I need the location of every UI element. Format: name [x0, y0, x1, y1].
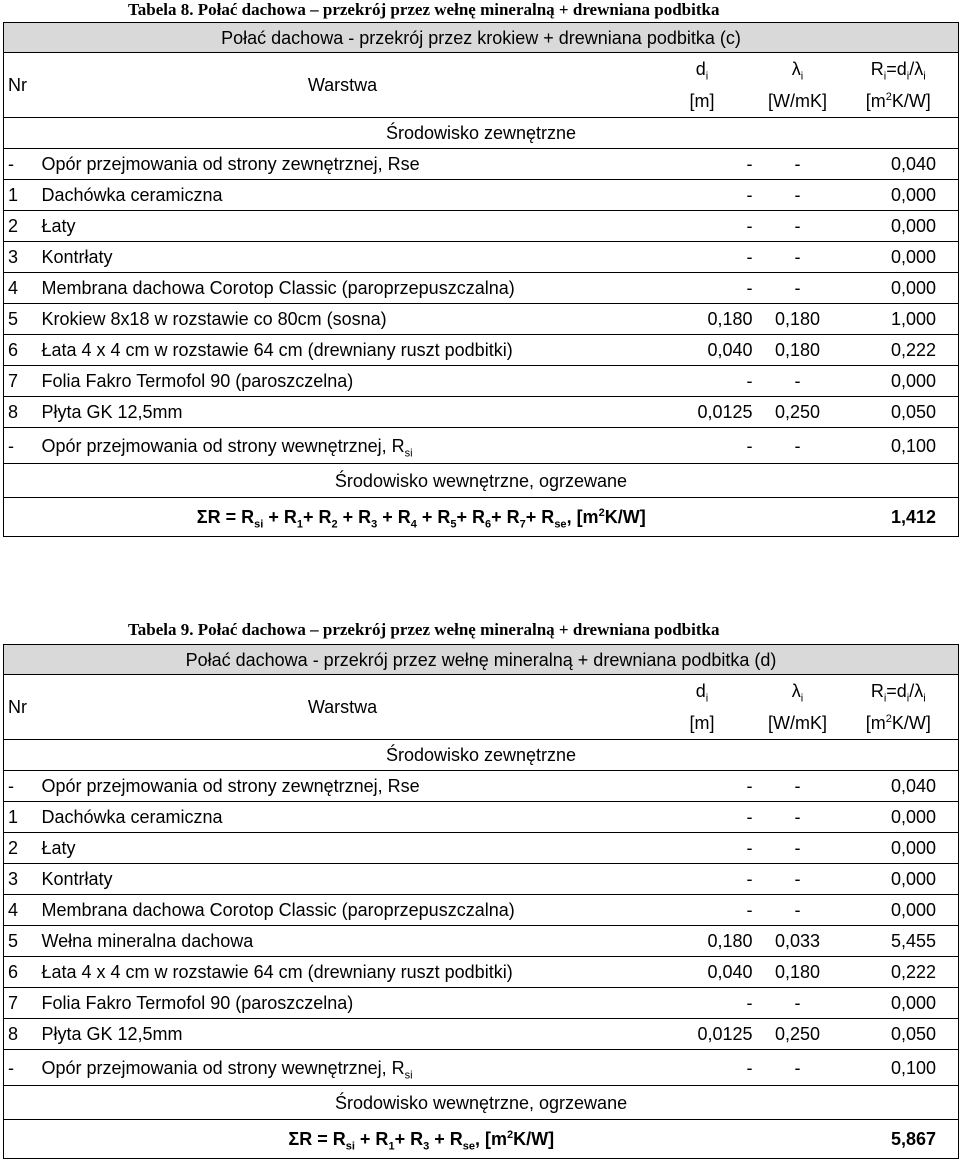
table-row	[4, 397, 959, 428]
row-r: 0,000	[839, 211, 959, 242]
layer-table	[3, 644, 959, 1159]
sum-formula-part: 6	[485, 518, 492, 531]
row-layer-text: Łaty	[41, 838, 76, 858]
row-r: 0,040	[839, 149, 959, 180]
unit-r	[839, 707, 959, 740]
row-layer-text: Opór przejmowania od strony zewnętrznej, Rse	[41, 776, 420, 796]
sum-formula-part: + R	[302, 507, 332, 527]
row-layer-text: Krokiew 8x18 w rozstawie co 80cm (sosna)	[41, 309, 387, 329]
row-d: -	[648, 428, 757, 464]
sum-formula-part: si	[345, 1140, 355, 1153]
header-r-part: i	[906, 70, 910, 83]
row-r: 0,100	[839, 1050, 959, 1086]
row-r: 0,050	[839, 397, 959, 428]
row-layer-text: Kontrłaty	[41, 869, 113, 889]
header-nr: Nr	[4, 53, 38, 118]
row-r: 0,000	[839, 242, 959, 273]
row-layer-text: Kontrłaty	[41, 247, 113, 267]
table-row	[4, 895, 959, 926]
header-r-part: i	[883, 692, 887, 705]
row-lambda: -	[757, 864, 839, 895]
header-d-sub: i	[705, 70, 709, 83]
table-row	[4, 211, 959, 242]
header-d-symbol: d	[695, 59, 706, 79]
env-inside: Środowisko wewnętrzne, ogrzewane	[4, 464, 959, 498]
row-d: 0,040	[648, 335, 757, 366]
row-layer-text: Opór przejmowania od strony zewnętrznej, Rse	[41, 154, 420, 174]
row-layer-text: Płyta GK 12,5mm	[41, 1024, 183, 1044]
table-row	[4, 771, 959, 802]
table-row	[4, 1050, 959, 1086]
unit-d: [m]	[648, 85, 757, 118]
unit-r	[839, 85, 959, 118]
row-lambda: 0,180	[757, 957, 839, 988]
row-lambda: -	[757, 273, 839, 304]
row-nr: 3	[4, 242, 38, 273]
row-lambda: 0,250	[757, 397, 839, 428]
sum-formula-part: , [m	[566, 507, 599, 527]
sum-formula-part: si	[254, 518, 264, 531]
row-layer	[38, 397, 648, 428]
section-title-row	[4, 23, 959, 53]
table-row	[4, 428, 959, 464]
row-r: 0,000	[839, 864, 959, 895]
header-r-part: R	[870, 681, 884, 701]
header-nr: Nr	[4, 675, 38, 740]
header-d	[648, 675, 757, 708]
row-nr: 7	[4, 366, 38, 397]
row-lambda: -	[757, 833, 839, 864]
row-lambda: 0,180	[757, 335, 839, 366]
header-r-part: /λ	[909, 59, 924, 79]
row-r: 1,000	[839, 304, 959, 335]
row-d: 0,0125	[648, 397, 757, 428]
row-r: 0,000	[839, 833, 959, 864]
row-lambda: -	[757, 242, 839, 273]
sum-formula-part: 7	[519, 518, 526, 531]
row-nr: 4	[4, 895, 38, 926]
row-r: 0,222	[839, 335, 959, 366]
row-layer	[38, 242, 648, 273]
table-row	[4, 304, 959, 335]
sum-formula	[4, 498, 839, 537]
row-layer	[38, 895, 648, 926]
table-row	[4, 1019, 959, 1050]
table-row	[4, 335, 959, 366]
header-r-part: i	[923, 70, 926, 83]
row-d: 0,180	[648, 304, 757, 335]
row-nr: -	[4, 1050, 38, 1086]
sum-formula-part: se	[554, 518, 567, 531]
row-layer	[38, 864, 648, 895]
unit-r-sup: 2	[885, 91, 892, 103]
row-r: 0,000	[839, 802, 959, 833]
table-caption: Tabela 8. Połać dachowa – przekrój przez wełnę mineralną + drewniana podbitka	[128, 0, 720, 19]
sum-formula-part: 2	[331, 518, 338, 531]
table-row	[4, 802, 959, 833]
sum-formula-part: + R	[456, 507, 486, 527]
sum-formula-part: + R	[263, 507, 297, 527]
row-d: -	[648, 149, 757, 180]
row-nr: 6	[4, 957, 38, 988]
row-lambda: -	[757, 180, 839, 211]
env-inside: Środowisko wewnętrzne, ogrzewane	[4, 1086, 959, 1120]
header-row	[4, 53, 959, 86]
row-d: -	[648, 1050, 757, 1086]
header-lambda	[757, 675, 839, 708]
row-layer	[38, 802, 648, 833]
row-layer-text: Folia Fakro Termofol 90 (paroszczelna)	[41, 371, 354, 391]
row-layer	[38, 335, 648, 366]
row-r: 0,100	[839, 428, 959, 464]
row-r: 0,000	[839, 273, 959, 304]
row-lambda: 0,033	[757, 926, 839, 957]
header-lambda-symbol: λ	[791, 681, 801, 701]
sum-formula-part: 5	[450, 518, 457, 531]
row-layer	[38, 304, 648, 335]
header-d	[648, 53, 757, 86]
header-layer: Warstwa	[38, 53, 648, 118]
row-lambda: -	[757, 149, 839, 180]
sum-formula-part: ΣR = R	[196, 507, 255, 527]
section-title-row	[4, 645, 959, 675]
row-r: 0,040	[839, 771, 959, 802]
row-lambda: -	[757, 802, 839, 833]
header-lambda-sub: i	[800, 70, 804, 83]
row-r: 0,000	[839, 895, 959, 926]
row-lambda: -	[757, 366, 839, 397]
header-lambda	[757, 53, 839, 86]
row-layer	[38, 366, 648, 397]
row-layer-text: Łaty	[41, 216, 76, 236]
row-d: -	[648, 366, 757, 397]
row-lambda: -	[757, 1050, 839, 1086]
row-r: 0,000	[839, 366, 959, 397]
unit-r-pre: [m	[865, 91, 886, 111]
sum-formula-part: 1	[388, 1140, 395, 1153]
header-r-part: i	[923, 692, 926, 705]
row-layer-text: Dachówka ceramiczna	[41, 185, 223, 205]
row-d: -	[648, 802, 757, 833]
header-r-part: R	[870, 59, 884, 79]
row-d: -	[648, 211, 757, 242]
row-r: 0,050	[839, 1019, 959, 1050]
row-layer	[38, 273, 648, 304]
sum-value: 1,412	[839, 498, 959, 537]
header-layer: Warstwa	[38, 675, 648, 740]
sum-row	[4, 498, 959, 537]
unit-r-pre: [m	[865, 713, 886, 733]
row-layer	[38, 957, 648, 988]
row-layer	[38, 428, 648, 464]
header-lambda-symbol: λ	[791, 59, 801, 79]
row-d: -	[648, 895, 757, 926]
header-row	[4, 675, 959, 708]
header-d-symbol: d	[695, 681, 706, 701]
row-lambda: -	[757, 895, 839, 926]
sum-formula-part: + R	[416, 507, 451, 527]
section-title: Połać dachowa - przekrój przez krokiew + drewniana podbitka (c)	[4, 23, 959, 53]
table-row	[4, 180, 959, 211]
unit-lambda: [W/mK]	[757, 85, 839, 118]
sum-formula-part: + R	[429, 1129, 463, 1149]
row-layer-text: Dachówka ceramiczna	[41, 807, 223, 827]
header-r	[839, 675, 959, 708]
header-r	[839, 53, 959, 86]
header-r-part: i	[906, 692, 910, 705]
table-row	[4, 366, 959, 397]
table-row	[4, 242, 959, 273]
row-d: -	[648, 771, 757, 802]
sum-formula-part: , [m	[474, 1129, 507, 1149]
row-layer	[38, 149, 648, 180]
row-lambda: 0,250	[757, 1019, 839, 1050]
row-nr: 6	[4, 335, 38, 366]
row-d: -	[648, 864, 757, 895]
row-layer-text: Opór przejmowania od strony wewnętrznej, R	[41, 1057, 405, 1078]
row-nr: 1	[4, 180, 38, 211]
sum-formula-part: 4	[410, 518, 417, 531]
unit-d: [m]	[648, 707, 757, 740]
row-d: -	[648, 988, 757, 1019]
sum-formula-part: + R	[377, 507, 411, 527]
table-row	[4, 957, 959, 988]
layer-table	[3, 22, 959, 537]
env-outside: Środowisko zewnętrzne	[4, 118, 959, 149]
sum-formula-part: + R	[394, 1129, 424, 1149]
row-nr: -	[4, 771, 38, 802]
header-d-sub: i	[705, 692, 709, 705]
table-row	[4, 926, 959, 957]
row-layer-text: Łata 4 x 4 cm w rozstawie 64 cm (drewniany ruszt podbitki)	[41, 962, 513, 982]
row-d: 0,0125	[648, 1019, 757, 1050]
row-nr: 4	[4, 273, 38, 304]
row-d: 0,180	[648, 926, 757, 957]
row-lambda: -	[757, 428, 839, 464]
sum-row	[4, 1120, 959, 1159]
unit-r-post: K/W]	[891, 713, 931, 733]
row-layer-text: Membrana dachowa Corotop Classic (paroprzepuszczalna)	[41, 278, 515, 298]
section-title: Połać dachowa - przekrój przez wełnę mineralną + drewniana podbitka (d)	[4, 645, 959, 675]
sum-formula-part: 1	[296, 518, 303, 531]
row-d: -	[648, 833, 757, 864]
row-lambda: -	[757, 211, 839, 242]
row-d: -	[648, 242, 757, 273]
sum-formula-part: K/W]	[604, 507, 646, 527]
row-layer-sub: si	[404, 1069, 413, 1082]
sum-formula	[4, 1120, 839, 1159]
row-layer-text: Membrana dachowa Corotop Classic (paroprzepuszczalna)	[41, 900, 515, 920]
row-r: 0,222	[839, 957, 959, 988]
sum-value: 5,867	[839, 1120, 959, 1159]
sum-formula-part: + R	[337, 507, 372, 527]
sum-formula-part: 2	[506, 1129, 514, 1141]
sum-formula-part: 3	[423, 1140, 430, 1153]
unit-r-sup: 2	[885, 713, 892, 725]
sum-formula-part: + R	[491, 507, 520, 527]
row-r: 0,000	[839, 180, 959, 211]
header-r-part: =d	[886, 681, 907, 701]
sum-formula-part: K/W]	[513, 1129, 555, 1149]
row-layer-sub: si	[404, 447, 413, 460]
table-row	[4, 149, 959, 180]
unit-lambda: [W/mK]	[757, 707, 839, 740]
env-outside-row	[4, 118, 959, 149]
sum-formula-part: 2	[598, 507, 605, 519]
row-nr: 8	[4, 1019, 38, 1050]
unit-r-post: K/W]	[891, 91, 931, 111]
row-layer	[38, 1019, 648, 1050]
row-layer-text: Łata 4 x 4 cm w rozstawie 64 cm (drewniany ruszt podbitki)	[41, 340, 513, 360]
sum-formula-part: se	[462, 1140, 475, 1153]
row-layer	[38, 833, 648, 864]
row-nr: 1	[4, 802, 38, 833]
row-nr: 2	[4, 211, 38, 242]
row-d: 0,040	[648, 957, 757, 988]
sum-formula-part: ΣR = R	[288, 1129, 346, 1149]
row-r: 5,455	[839, 926, 959, 957]
env-outside-row	[4, 740, 959, 771]
header-lambda-sub: i	[800, 692, 804, 705]
sum-formula-part: + R	[354, 1129, 389, 1149]
row-nr: 2	[4, 833, 38, 864]
row-nr: 8	[4, 397, 38, 428]
row-d: -	[648, 273, 757, 304]
env-inside-row	[4, 464, 959, 498]
row-d: -	[648, 180, 757, 211]
sum-formula-part: + R	[525, 507, 555, 527]
sum-formula-part: 3	[371, 518, 378, 531]
header-r-part: /λ	[909, 681, 924, 701]
table-row	[4, 988, 959, 1019]
row-layer-text: Folia Fakro Termofol 90 (paroszczelna)	[41, 993, 354, 1013]
row-layer	[38, 926, 648, 957]
env-inside-row	[4, 1086, 959, 1120]
table-row	[4, 833, 959, 864]
row-layer-text: Płyta GK 12,5mm	[41, 402, 183, 422]
row-layer	[38, 771, 648, 802]
row-nr: 7	[4, 988, 38, 1019]
env-outside: Środowisko zewnętrzne	[4, 740, 959, 771]
row-layer-text: Wełna mineralna dachowa	[41, 931, 254, 951]
header-r-part: =d	[886, 59, 907, 79]
row-r: 0,000	[839, 988, 959, 1019]
row-layer	[38, 211, 648, 242]
table-row	[4, 864, 959, 895]
table-caption: Tabela 9. Połać dachowa – przekrój przez wełnę mineralną + drewniana podbitka	[128, 620, 720, 639]
row-layer	[38, 1050, 648, 1086]
header-r-part: i	[883, 70, 887, 83]
row-layer-text: Opór przejmowania od strony wewnętrznej, R	[41, 435, 405, 456]
row-nr: 3	[4, 864, 38, 895]
row-nr: 5	[4, 926, 38, 957]
row-lambda: -	[757, 988, 839, 1019]
row-nr: 5	[4, 304, 38, 335]
row-lambda: -	[757, 771, 839, 802]
row-layer	[38, 988, 648, 1019]
row-lambda: 0,180	[757, 304, 839, 335]
table-row	[4, 273, 959, 304]
row-nr: -	[4, 149, 38, 180]
row-layer	[38, 180, 648, 211]
row-nr: -	[4, 428, 38, 464]
